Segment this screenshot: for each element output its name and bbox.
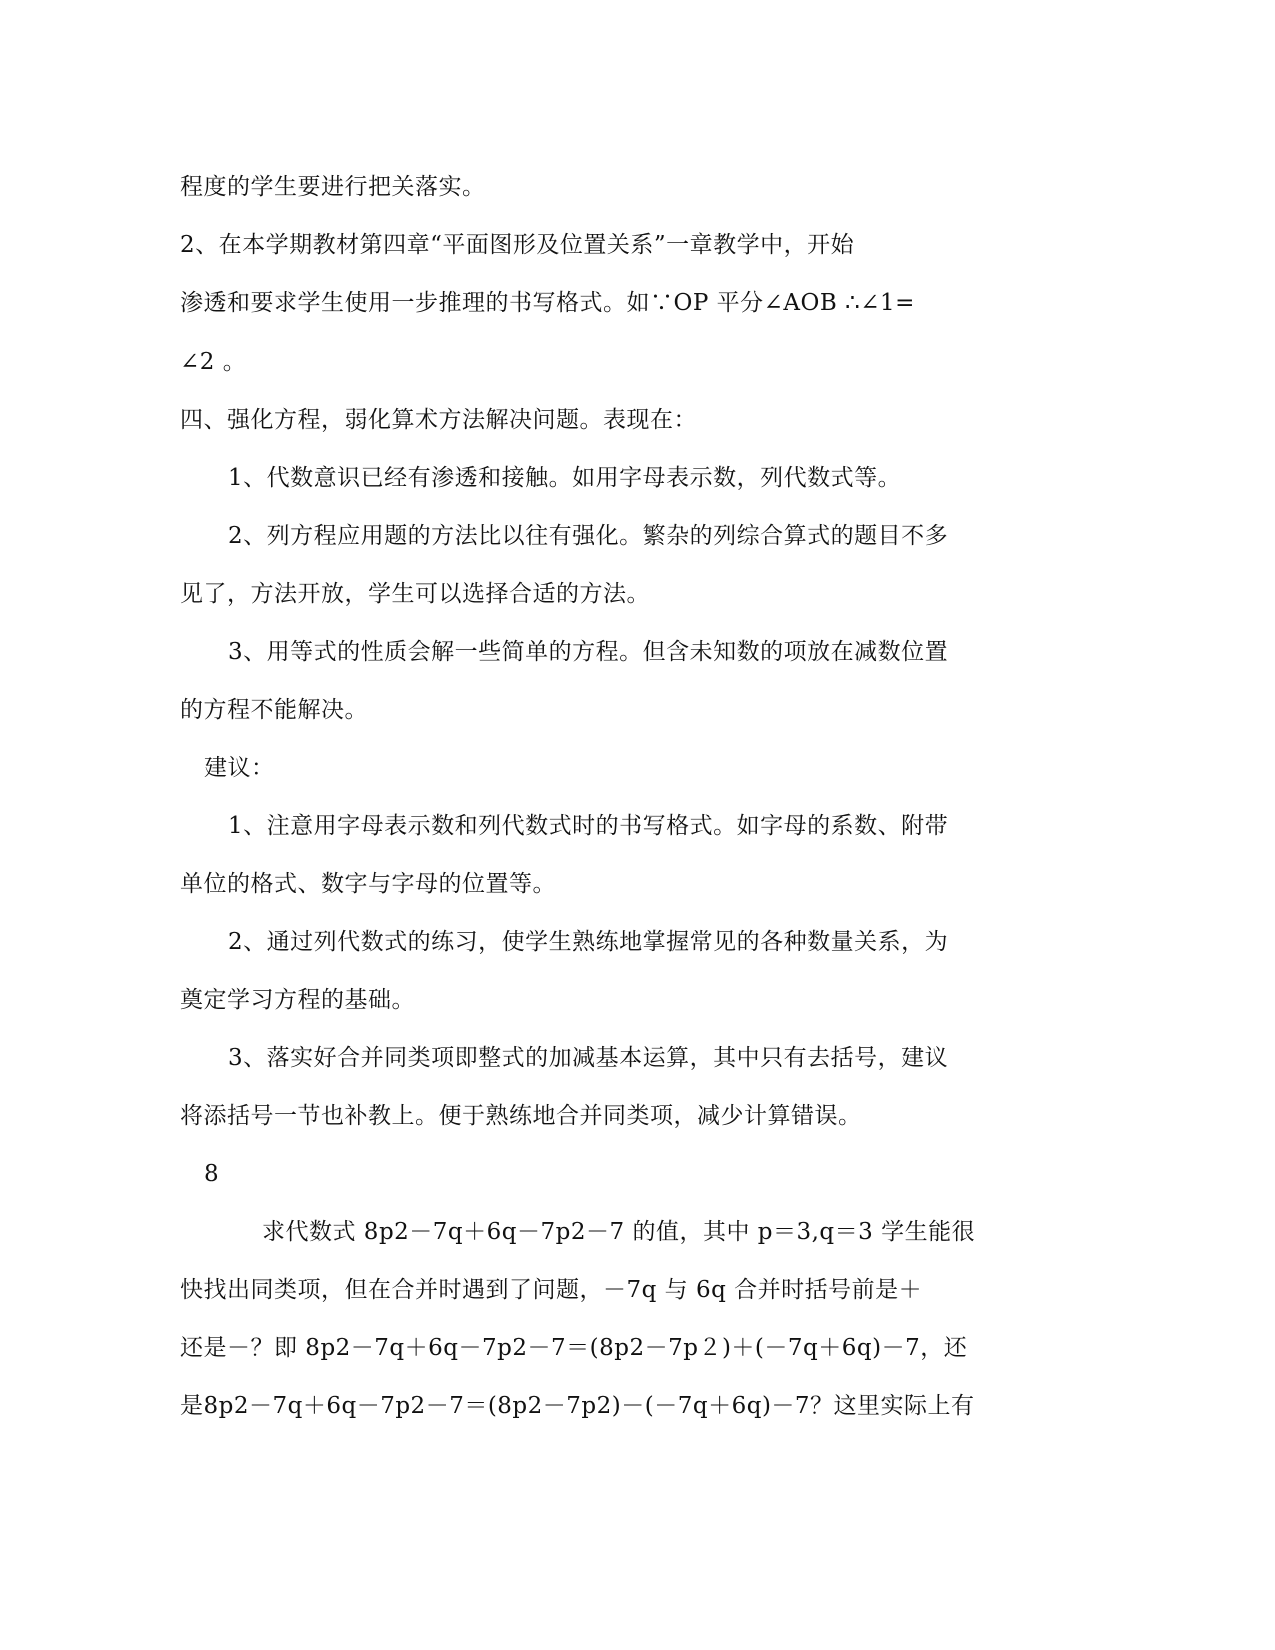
text-line: 1、注意用字母表示数和列代数式时的书写格式。如字母的系数、附带	[228, 813, 949, 839]
text-line: 奠定学习方程的基础。	[180, 987, 415, 1013]
text-line: 2、通过列代数式的练习，使学生熟练地掌握常见的各种数量关系，为	[228, 929, 949, 955]
text-line: 的方程不能解决。	[180, 697, 368, 723]
text-line: 3、落实好合并同类项即整式的加减基本运算，其中只有去括号，建议	[228, 1045, 949, 1071]
text-line: 3、用等式的性质会解一些简单的方程。但含未知数的项放在减数位置	[228, 639, 949, 665]
text-line: 2、在本学期教材第四章“平面图形及位置关系”一章教学中，开始	[180, 232, 855, 258]
section-heading: 四、强化方程，弱化算术方法解决问题。表现在：	[180, 407, 697, 433]
text-line: 1、代数意识已经有渗透和接触。如用字母表示数，列代数式等。	[228, 465, 902, 491]
text-line: 是8p2－7q＋6q－7p2－7＝(8p2－7p2)－(－7q＋6q)－7？这里实际上有	[180, 1393, 975, 1419]
text-line: 快找出同类项，但在合并时遇到了问题，－7q 与 6q 合并时括号前是＋	[180, 1277, 923, 1303]
suggestion-heading: 建议：	[204, 755, 275, 781]
text-line: 程度的学生要进行把关落实。	[180, 174, 486, 200]
text-line: ∠2 。	[180, 349, 247, 375]
text-line: 还是－？即 8p2－7q＋6q－7p2－7＝(8p2－7p２)＋(－7q＋6q)－7，还	[180, 1335, 968, 1361]
text-line: 2、列方程应用题的方法比以往有强化。繁杂的列综合算式的题目不多	[228, 523, 949, 549]
text-line: 见了，方法开放，学生可以选择合适的方法。	[180, 581, 650, 607]
text-line: 单位的格式、数字与字母的位置等。	[180, 871, 556, 897]
text-line: 将添括号一节也补教上。便于熟练地合并同类项，减少计算错误。	[180, 1103, 862, 1129]
item-number: 8	[204, 1161, 220, 1187]
text-line: 渗透和要求学生使用一步推理的书写格式。如∵OP 平分∠AOB ∴∠1=	[180, 290, 915, 316]
text-line: 求代数式 8p2－7q＋6q－7p2－7 的值，其中 p＝3,q＝3 学生能很	[262, 1219, 976, 1245]
